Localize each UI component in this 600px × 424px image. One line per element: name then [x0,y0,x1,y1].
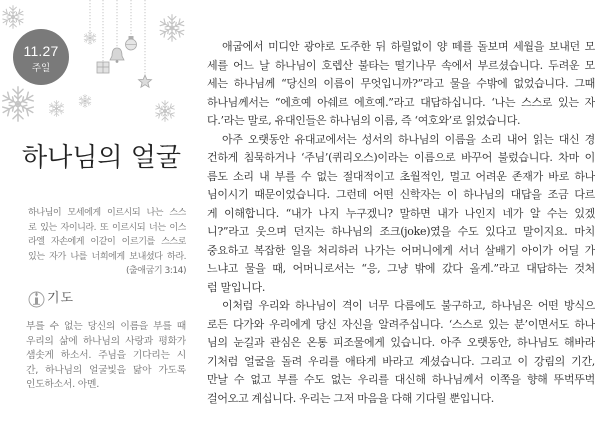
scripture-line: 하나님이 모세에게 이르시되 나는 스스 [28,208,186,218]
snowflake-icon [83,31,96,44]
prayer-line: 인도하소서. 아멘. [26,379,100,390]
gift-ornament-icon [97,62,109,73]
scripture-line: 있는 자가 나를 너희에게 보내셨다 하라. [28,251,186,262]
snowflake-icon [159,15,186,42]
star-ornament-icon [138,75,151,87]
snowflake-icon [78,94,91,107]
body-line: 니?”라고 웃으며 던지는 하나님의 조크(joke)였을 수도 있다고 말이지요. 마치 [207,225,595,238]
body-line: 건하게 침묵하거나 ‘주님’(퀴리오스)이라는 이름으로 바꾸어 불렀습니다. 차마 이 [207,151,595,164]
body-paragraph [207,297,595,408]
body-line: 세를 어느 날 하나님이 호렙산 불타는 떨기나무 속에서 부르셨습니다. 두려운 모 [207,58,595,72]
body-line: 세는 하나님께 “당신의 이름이 무엇입니까?”라고 물을 수밖에 없었습니다. 그때 [207,77,595,90]
snowflake-icon [48,100,64,116]
prayer-heading [28,289,118,308]
prayer-block [26,320,186,393]
body-line: 름도 소리 내 부를 수 없는 절대적이고 초월적인, 멀고 어려운 존재가 바로 하나 [207,169,595,183]
body-line: 만날 수 없고 부를 수도 없는 우리를 대신해 하나님께서 이쪽을 향해 뚜벅뚜벅 [207,373,595,386]
snowflake-icon [154,101,175,122]
date-badge [13,29,69,85]
body-line: 님의 눈길과 관심은 온통 피조물에게 있습니다. 아주 오랫동안, 하나님도 해바라 [207,336,595,349]
body-line: 게 이해합니다. “내가 나지 누구겠니? 말하면 내가 나인지 네가 알 수는 있겠 [207,206,595,220]
body-line: 중요하고 복잡한 일을 처리하러 나가는 어머니에게 서너 살배기 아이가 어딜 가 [207,243,595,257]
snowflake-icon [1,87,36,121]
candle-icon [28,289,45,308]
body-line: 느냐고 물을 때, 어머니로서는 “응, 그냥 밖에 갔다 올게.”라고 대답하는 것처 [207,262,595,275]
body-paragraph [207,131,595,298]
body-text [207,38,595,408]
prayer-line: 샘솟게 하소서. 주님을 기다리는 시 [26,350,186,361]
body-line: 하나님께서는 “에흐예 아쉐르 에흐예.”라고 대답하십니다. ‘나는 스스로 있는 자 [207,95,595,109]
snowflake-icon [1,6,24,29]
prayer-line: 간, 하나님의 얼굴빛을 닮아 가도록 [26,364,186,376]
body-paragraph [207,38,595,131]
body-line: 이처럼 우리와 하나님이 격이 너무 다름에도 불구하고, 하나님은 어떤 방식으 [222,299,595,312]
body-line: 애굽에서 미디안 광야로 도주한 뒤 하릴없이 양 떼를 돌보며 세월을 보내던 모 [222,40,595,53]
scripture-reference: (출애굽기 3:14) [125,266,186,276]
body-line: 럼 말입니다. [207,280,266,294]
body-line: 다.’라는 말로, 유대인들은 하나님의 이름, 즉 ‘여호와’로 읽었습니다. [207,114,521,127]
bell-ornament-icon [110,48,124,63]
page-title: 하나님의 얼굴 [22,143,181,173]
scripture-block [28,206,186,279]
prayer-heading-label: 기도 [47,291,75,306]
body-line: 기처럼 얼굴을 돌려 우리를 애타게 바라고 계셨습니다. 그리고 이 강림의 기간, [207,354,595,368]
body-line: 로든 다가와 우리에게 당신 자신을 알려주십니다. ‘스스로 있는 분’이면서도 하나 [207,317,595,331]
scripture-line: 로 있는 자이니라. 또 이르시되 너는 이스 [28,222,186,233]
body-line: 아주 오랫동안 유대교에서는 성서의 하나님의 이름을 소리 내어 읽는 대신 경 [222,132,595,146]
body-line: 님이시기 때문이었습니다. 그런데 어떤 신학자는 이 하나님의 대답을 조금 다르 [207,188,595,201]
badge-day: 주일 [31,63,51,74]
scripture-line: 라엘 자손에게 이같이 이르기를 스스로 [28,237,186,247]
bulb-ornament-icon [126,36,137,50]
prayer-line: 우리의 삶에 하나님의 사랑과 평화가 [26,335,186,347]
badge-date: 11.27 [23,43,59,59]
prayer-line: 부를 수 없는 당신의 이름을 부를 때 [26,321,186,332]
body-line: 걸어오고 계십니다. 우리는 그저 마음을 다해 기다릴 뿐입니다. [207,391,494,405]
